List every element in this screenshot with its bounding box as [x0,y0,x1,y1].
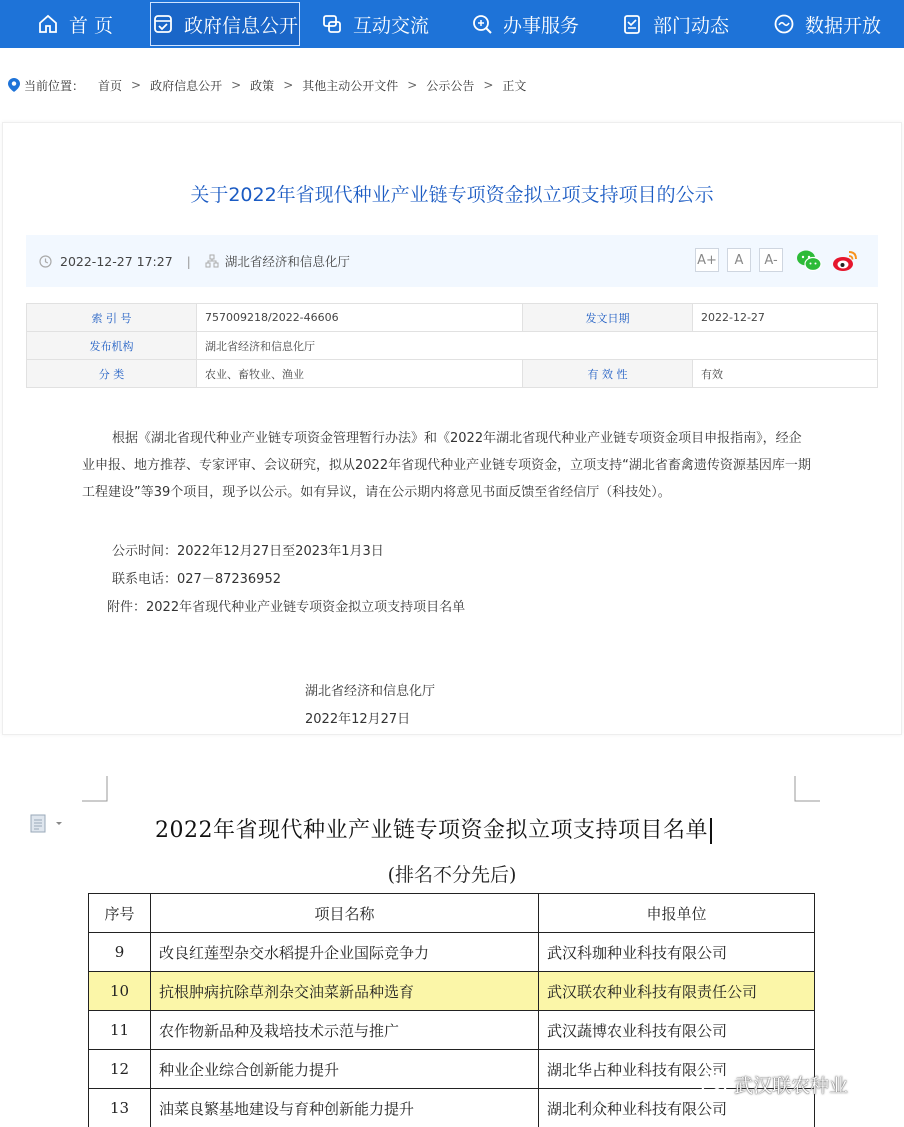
font-decrease-button[interactable]: A- [759,248,783,272]
nav-item-open-data[interactable] [750,0,904,48]
document-check-icon [152,13,174,35]
category-value: 农业、畜牧业、渔业 [197,360,523,388]
page-corner-mark [82,776,108,802]
table-row [89,933,815,972]
row-no: 11 [89,1011,151,1050]
breadcrumb-separator: > [483,78,494,92]
publish-datetime: 2022-12-27 17:27 [60,253,173,269]
article-paragraph: 根据《湖北省现代种业产业链专项资金管理暂行办法》和《2022年湖北省现代种业产业链专项资金项目申报指南》，经企业申报、地方推荐、专家评审、会议研究，拟从2022年省现代种业产业链专项资金，立项支持“湖北省畜禽遗传资源基因库一期工程建设”等39个项目，现予以公示。如有异议，请在公示期内将意见书面反馈至省经信厅（科技处）。 [82,431,811,500]
attachment-link[interactable]: 附件：2022年省现代种业产业链专项资金拟立项支持项目名单 [107,600,466,615]
nav-item-label: 首 页 [68,14,114,37]
nav-item-label: 数据开放 [804,14,881,37]
signature-org: 湖北省经济和信息化厅 [305,684,436,699]
row-no: 9 [89,933,151,972]
doc-title [155,813,712,844]
row-project-name: 油菜良繁基地建设与育种创新能力提升 [151,1089,539,1127]
breadcrumb-separator: > [131,78,142,92]
contact-phone: 联系电话：027－87236952 [112,572,281,587]
row-no: 12 [89,1050,151,1089]
row-project-name: 农作物新品种及栽培技术示范与推广 [151,1011,539,1050]
header-no: 序号 [89,894,151,933]
nav-item-interaction[interactable] [300,0,450,48]
paste-options-icon[interactable] [30,814,64,834]
validity-value: 有效 [693,360,878,388]
clock-icon [39,255,52,268]
watermark [700,1070,848,1098]
weibo-share-icon[interactable] [832,248,858,274]
search-service-icon [471,13,493,35]
breadcrumb-gov-info[interactable]: 政府信息公开 [150,78,223,93]
doc-subtitle: (排名不分先后) [387,864,517,886]
chat-icon [321,13,343,35]
location-pin-icon [8,78,20,92]
index-number-label: 索 引 号 [27,304,197,332]
breadcrumb-separator: > [231,78,242,92]
article-meta-bar [26,235,878,287]
breadcrumb-notices[interactable]: 公示公告 [426,78,475,93]
table-row-highlighted [89,972,815,1011]
nav-item-services[interactable] [450,0,600,48]
header-applicant: 申报单位 [539,894,815,933]
row-applicant: 武汉联农种业科技有限责任公司 [539,972,815,1011]
breadcrumb-home[interactable]: 首页 [98,78,123,93]
nav-item-label: 办事服务 [502,14,579,37]
organization-icon [205,254,219,268]
nav-item-label: 政府信息公开 [183,14,298,37]
row-applicant: 武汉蔬博农业科技有限公司 [539,1011,815,1050]
index-number-value: 757009218/2022-46606 [197,304,523,332]
row-no: 10 [89,972,151,1011]
top-nav [0,0,904,48]
text-cursor [710,818,712,844]
home-icon [37,13,59,35]
breadcrumb-separator: > [283,78,294,92]
row-project-name: 抗根肿病抗除草剂杂交油菜新品种选育 [151,972,539,1011]
font-size-controls [695,248,791,272]
breadcrumb-prefix: 当前位置： [24,78,85,93]
nav-item-department-news[interactable] [600,0,750,48]
wechat-official-account-icon [700,1070,728,1098]
validity-label: 有 效 性 [523,360,693,388]
article-title: 关于2022年省现代种业产业链专项资金拟立项支持项目的公示 [190,184,714,206]
issuing-org-value: 湖北省经济和信息化厅 [197,332,878,360]
row-project-name: 改良红莲型杂交水稻提升企业国际竞争力 [151,933,539,972]
issue-date-value: 2022-12-27 [693,304,878,332]
category-label: 分 类 [27,360,197,388]
notice-period: 公示时间：2022年12月27日至2023年1月3日 [112,544,384,559]
breadcrumb-policy[interactable]: 政策 [250,78,275,93]
font-default-button[interactable]: A [727,248,751,272]
clipboard-icon [621,13,643,35]
row-project-name: 种业企业综合创新能力提升 [151,1050,539,1089]
nav-item-label: 部门动态 [652,14,729,37]
header-project-name: 项目名称 [151,894,539,933]
meta-separator: | [186,253,191,269]
nav-item-gov-info[interactable] [150,2,300,46]
table-row [89,1011,815,1050]
font-increase-button[interactable]: A+ [695,248,719,272]
issuing-org-label: 发布机构 [27,332,197,360]
row-no: 13 [89,1089,151,1127]
publisher-name: 湖北省经济和信息化厅 [224,254,350,269]
wechat-share-icon[interactable] [796,248,822,274]
table-header-row [89,894,815,933]
issue-date-label: 发文日期 [523,304,693,332]
article-info-table [26,303,878,388]
page-corner-mark [794,776,820,802]
row-applicant: 湖北华占种业科技有限公司 [539,1050,815,1089]
row-applicant: 武汉科珈种业科技有限公司 [539,933,815,972]
breadcrumb [8,75,526,95]
nav-item-label: 互动交流 [352,14,429,37]
breadcrumb-separator: > [407,78,418,92]
signature-date: 2022年12月27日 [305,712,411,727]
watermark-text: 武汉联农种业 [734,1074,849,1097]
breadcrumb-current: 正文 [502,78,527,93]
row-applicant: 湖北利众种业科技有限公司 [539,1089,815,1127]
data-circle-icon [773,13,795,35]
nav-item-home[interactable] [0,0,150,48]
breadcrumb-other-files[interactable]: 其他主动公开文件 [302,78,399,93]
doc-title-text: 2022年省现代种业产业链专项资金拟立项支持项目名单 [155,818,708,843]
article-body [82,425,812,506]
